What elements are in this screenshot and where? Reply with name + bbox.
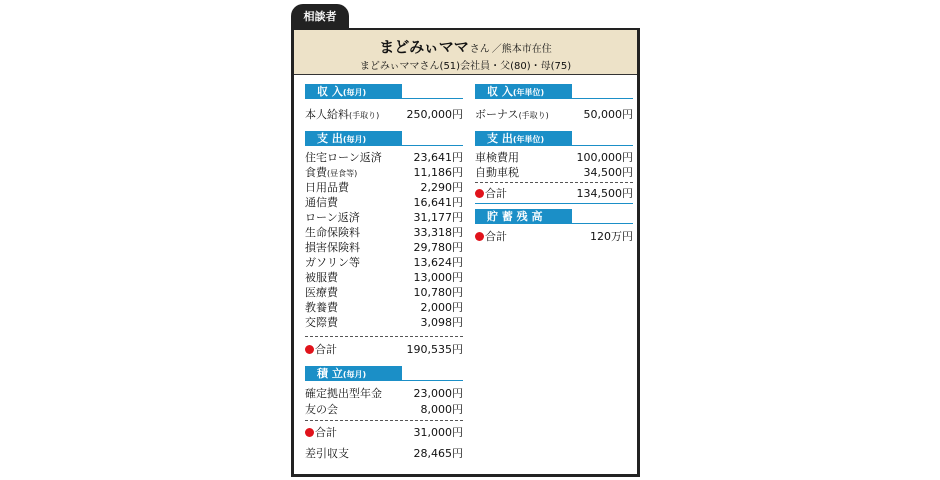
item-value: 250,000円 [406,108,463,121]
red-dot-icon [305,345,314,354]
list-item [305,285,463,300]
item-value: 34,500円 [583,166,633,179]
item-label: ローン返済 [305,211,360,224]
section-expense-yearly [475,131,572,146]
item-label: 医療費 [305,286,338,299]
item-value: 11,186円 [413,166,463,179]
item-label: 通信費 [305,196,338,209]
item-value: 33,318円 [413,226,463,239]
list-item [305,195,463,210]
section-title: 収 入 [487,85,513,98]
item-label: 食費 [305,166,327,179]
profile-detail: まどみぃママさん(51)会社員・父(80)・母(75) [359,61,572,72]
total-label: 合計 [485,230,507,243]
item-label: 日用品費 [305,181,349,194]
list-item [475,165,633,180]
item-label: 本人給料 [305,108,349,121]
total-label: 合計 [485,187,507,200]
list-item [305,165,463,180]
profile-honorific: さん [469,44,490,55]
red-dot-icon [475,189,484,198]
consultant-tag: 相談者 [291,4,349,28]
section-note: (年単位) [512,88,545,97]
list-item [305,210,463,225]
item-value: 13,000円 [413,271,463,284]
item-label: ボーナス [475,108,519,121]
item-label: 自動車税 [475,166,519,179]
dashed-divider [475,182,633,183]
section-rule [475,98,633,99]
total-row [475,186,633,201]
section-savings-balance [475,209,572,224]
item-note: (昼食等) [327,169,358,178]
item-label: 損害保険料 [305,241,360,254]
profile-name: まどみぃママ [379,38,469,56]
item-label: 車検費用 [475,151,519,164]
section-title: 支 出 [487,132,513,145]
list-item [305,107,463,122]
list-item [305,270,463,285]
section-rule [305,380,463,381]
section-rule [305,145,463,146]
list-item [305,402,463,417]
item-value: 31,177円 [413,211,463,224]
section-rule [475,223,633,224]
red-dot-icon [475,232,484,241]
item-note: (手取り) [349,111,380,120]
item-value: 2,000円 [420,301,463,314]
section-title: 積 立 [317,367,343,380]
item-label: ガソリン等 [305,256,360,269]
section-title: 貯 蓄 残 高 [487,210,543,223]
item-note: (手取り) [518,111,549,120]
section-rule [475,145,633,146]
item-label: 住宅ローン返済 [305,151,382,164]
total-label: 合計 [315,426,337,439]
item-value: 23,641円 [413,151,463,164]
section-note: (毎月) [342,88,367,97]
total-label: 合計 [315,343,337,356]
profile-header [294,30,637,75]
section-rule [305,98,463,99]
total-row [475,229,633,244]
item-value: 29,780円 [413,241,463,254]
item-value: 8,000円 [420,403,463,416]
section-income-yearly [475,84,572,99]
section-expense-monthly [305,131,402,146]
list-item [475,107,633,122]
profile-title [294,36,637,57]
section-savings-monthly [305,366,402,381]
section-note: (毎月) [342,370,367,379]
item-value: 23,000円 [413,387,463,400]
section-note: (年単位) [512,135,545,144]
item-value: 3,098円 [420,316,463,329]
list-item [305,300,463,315]
total-row [305,425,463,440]
item-label: 交際費 [305,316,338,329]
dashed-divider [305,420,463,421]
list-item [305,386,463,401]
item-value: 100,000円 [576,151,633,164]
list-item [305,240,463,255]
red-dot-icon [305,428,314,437]
list-item [305,315,463,330]
section-rule [475,203,633,204]
section-title: 支 出 [317,132,343,145]
list-item [305,225,463,240]
item-value: 13,624円 [413,256,463,269]
list-item [475,150,633,165]
item-value: 10,780円 [413,286,463,299]
item-value: 2,290円 [420,181,463,194]
total-row [305,342,463,357]
total-value: 134,500円 [576,187,633,200]
total-value: 31,000円 [413,426,463,439]
balance-value: 28,465円 [413,447,463,460]
item-label: 被服費 [305,271,338,284]
balance-label: 差引収支 [305,447,349,460]
dashed-divider [305,336,463,337]
item-label: 確定拠出型年金 [305,387,382,400]
item-value: 50,000円 [583,108,633,121]
item-label: 教養費 [305,301,338,314]
section-note: (毎月) [342,135,367,144]
section-title: 収 入 [317,85,343,98]
list-item [305,255,463,270]
total-value: 190,535円 [406,343,463,356]
balance-row [305,446,463,461]
total-value: 120万円 [590,230,633,243]
item-label: 生命保険料 [305,226,360,239]
item-label: 友の会 [305,403,338,416]
list-item [305,150,463,165]
item-value: 16,641円 [413,196,463,209]
profile-location: ／熊本市在住 [491,44,552,55]
list-item [305,180,463,195]
section-income-monthly [305,84,402,99]
